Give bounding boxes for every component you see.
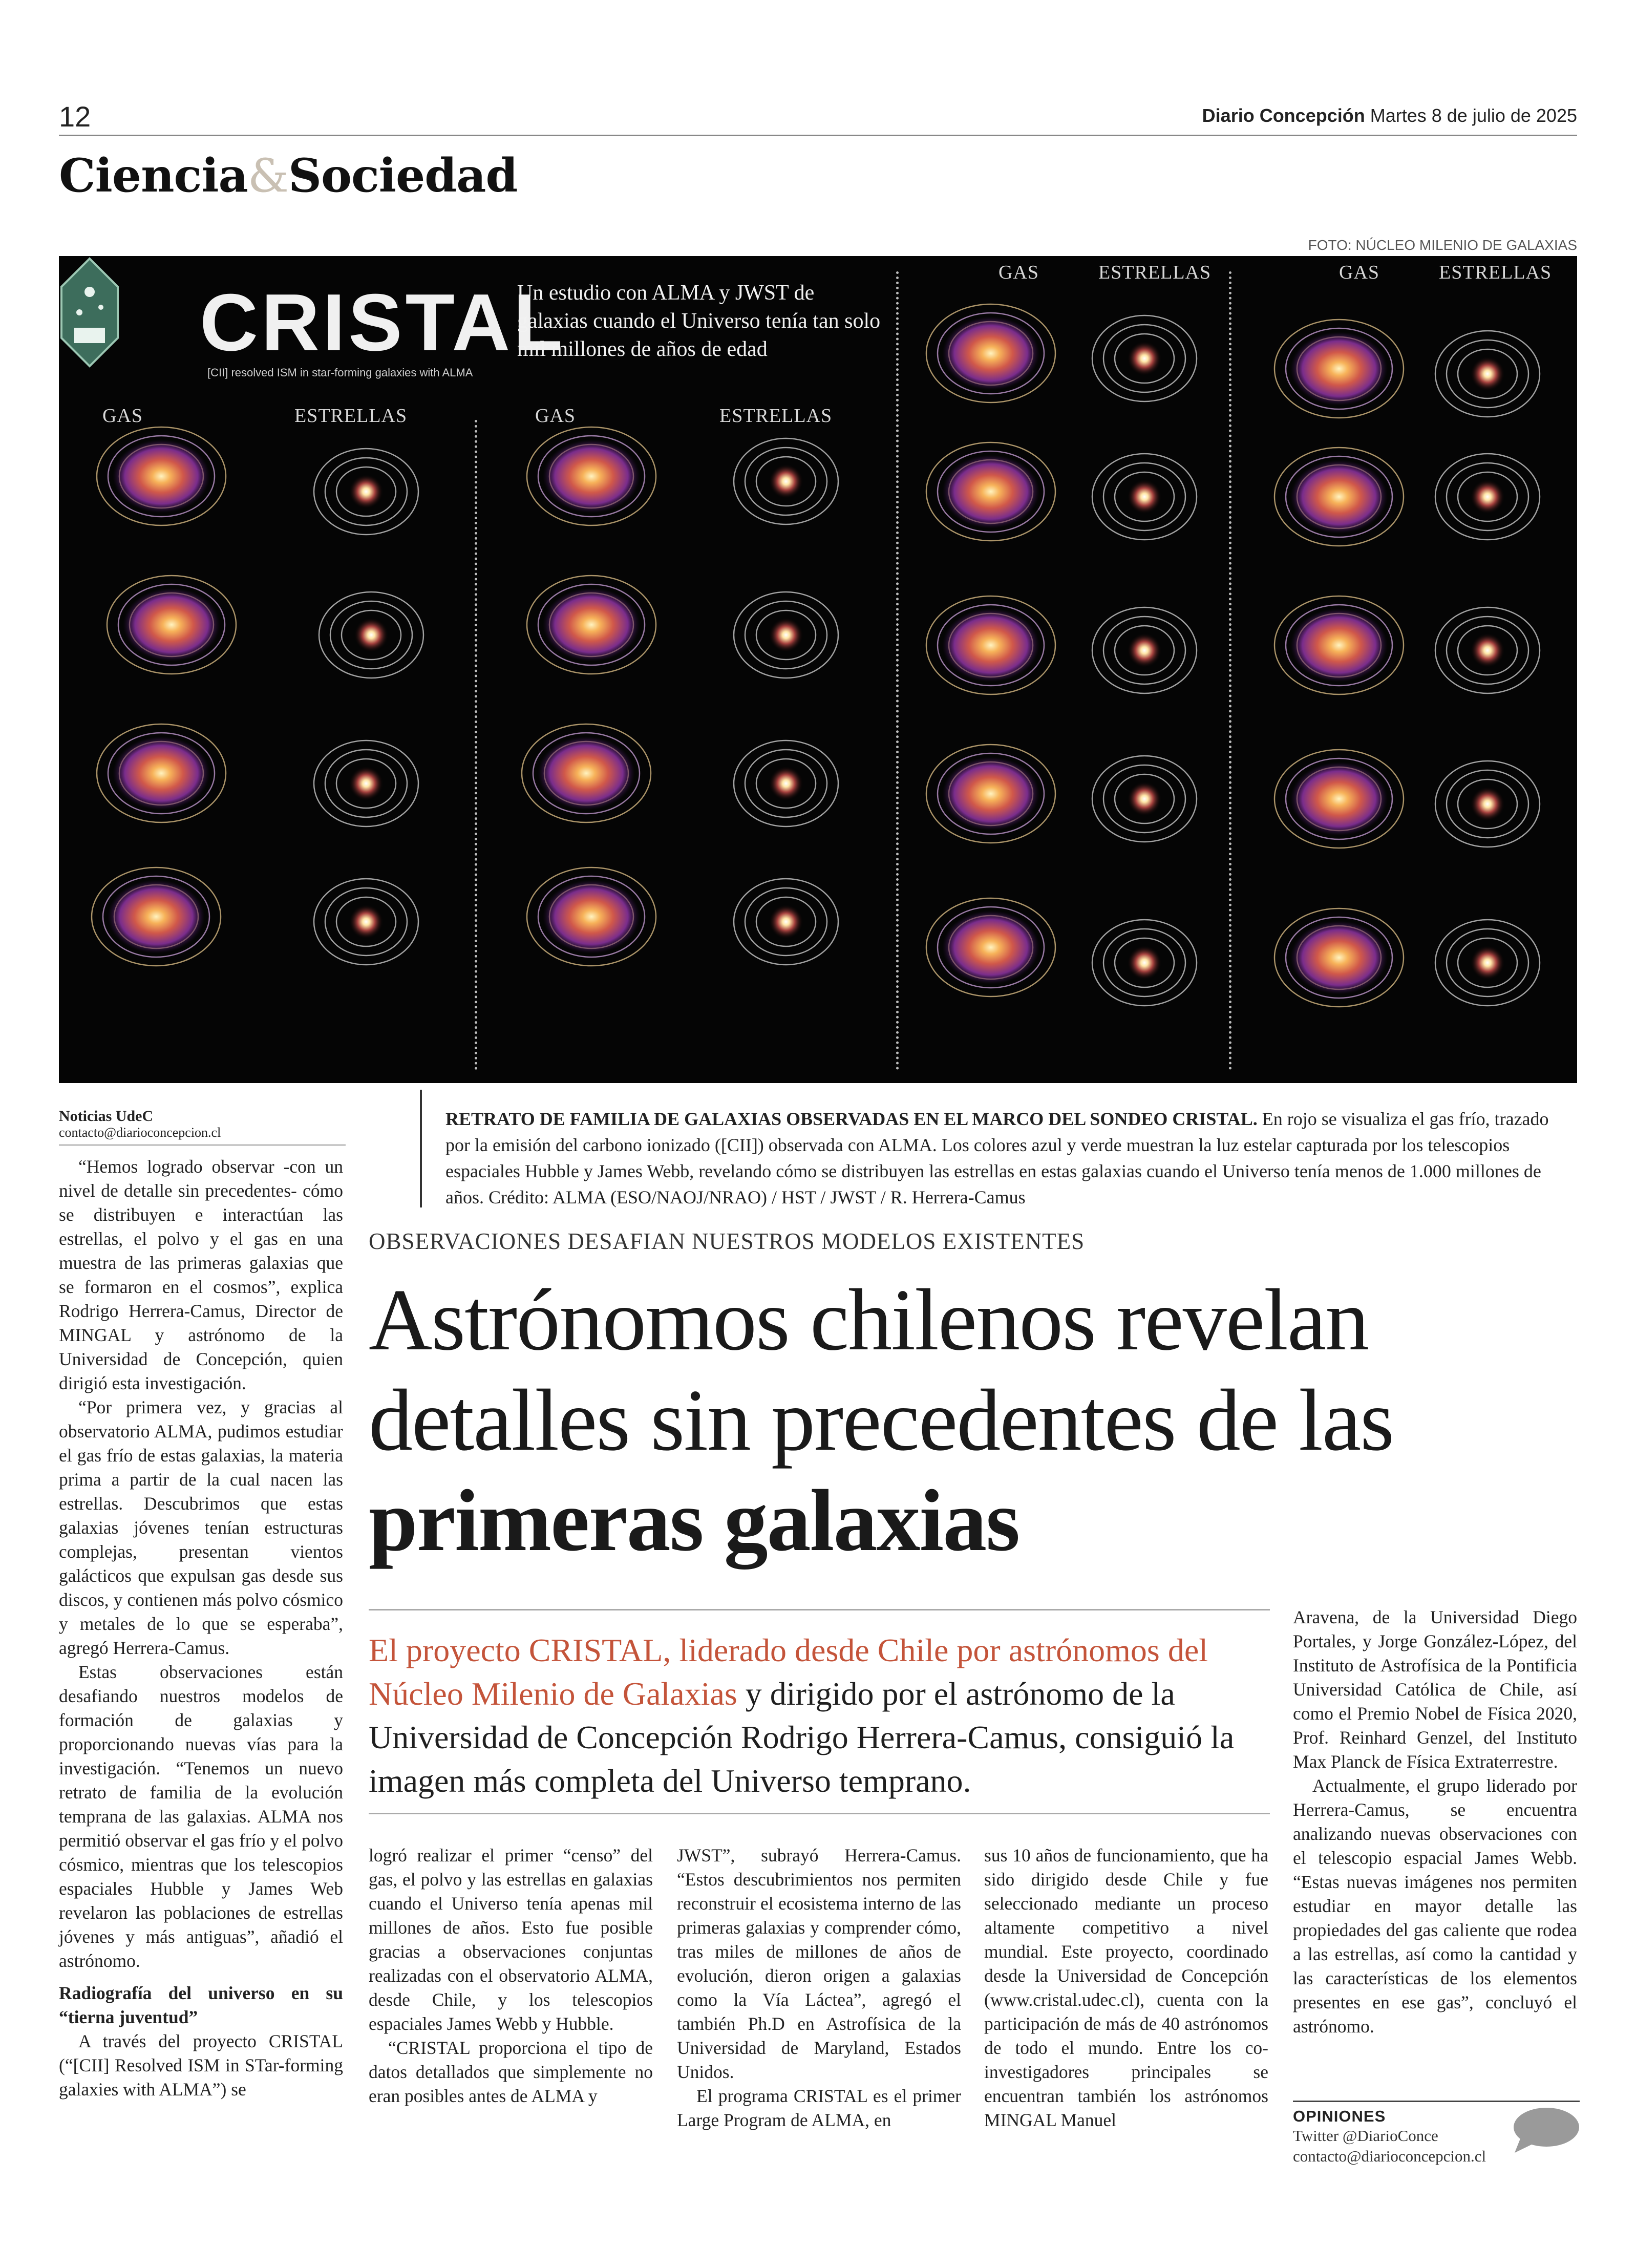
deck-rule-bottom (369, 1813, 1270, 1814)
gas-emission (942, 316, 1039, 390)
gas-emission (113, 439, 210, 513)
byline (59, 1108, 346, 1146)
paragraph: “Por primera vez, y gracias al observatorio ALMA, pudimos estudiar el gas frío de estas galaxias, la materia prima a partir de la cual nacen las estrellas. Descubrimos que estas galaxias jóvenes tenían estructuras complejas, presentan vientos galácticos que expulsan gas desde sus discos, y contienen más polvo cósmico y metales de lo que se esperaba”, agregó Herrera-Camus. (59, 1397, 343, 1658)
paragraph: “Hemos logrado observar -con un nivel de detalle sin precedentes- cómo se distribuyen e interactúan las estrellas, el polvo y el gas en una muestra de las primeras galaxias que se formaron en el cosmos”, explica Rodrigo Herrera-Camus, Director de MINGAL y astrónomo de la Universidad de Concepción, quien dirigió esta investigación. (59, 1156, 343, 1393)
gas-emission (942, 455, 1039, 528)
gas-emission (942, 608, 1039, 682)
cristal-logo-icon (59, 256, 120, 369)
star-emission (349, 474, 384, 509)
star-emission (1127, 479, 1162, 514)
article-column-left (59, 1155, 343, 2102)
gas-emission (942, 910, 1039, 984)
label-stars-4: ESTRELLAS (1439, 262, 1552, 283)
label-stars-3: ESTRELLAS (1098, 262, 1212, 283)
kicker: OBSERVACIONES DESAFIAN NUESTROS MODELOS EXISTENTES (369, 1228, 1085, 1254)
caption-text: En rojo se visualiza el gas frío, trazado por la emisión del carbono ionizado ([CII]) observada con ALMA. Los colores azul y verde muestran la luz estelar capturada por los telescopios espaciales Hubble y James Webb, revelando cómo se distribuyen las estrellas en estas galaxias cuando el Universo tenía menos de 1.000 millones de años. Crédito: ALMA (ESO/NAOJ/NRAO) / HST / JWST / R. Herrera-Camus (445, 1109, 1549, 1207)
opinions-email[interactable]: contacto@diarioconcepcion.cl (1293, 2147, 1486, 2165)
star-emission (769, 464, 803, 499)
photo-caption (445, 1106, 1552, 1211)
gas-emission (1290, 762, 1388, 836)
star-emission (1127, 945, 1162, 980)
photo-divider-2 (896, 271, 899, 1070)
star-emission (1470, 945, 1505, 980)
label-gas-3: GAS (998, 262, 1039, 283)
headline-line-1: Astrónomos chilenos revelan (369, 1271, 1369, 1369)
cristal-logo-subtitle: [CII] resolved ISM in star-forming galaxies with ALMA (207, 366, 473, 379)
headline-line-2: detalles sin precedentes de las (369, 1372, 1394, 1469)
photo-credit: FOTO: NÚCLEO MILENIO DE GALAXIAS (1308, 237, 1577, 253)
caption-lead: RETRATO DE FAMILIA DE GALAXIAS OBSERVADAS EN EL MARCO DEL SONDEO CRISTAL. (445, 1109, 1258, 1129)
gas-emission (942, 757, 1039, 831)
gas-emission (108, 880, 205, 953)
cristal-logo-text: CRISTAL (200, 278, 566, 368)
gas-emission (1290, 921, 1388, 994)
article-column-3 (677, 1843, 961, 2132)
gas-emission (538, 736, 635, 810)
gas-emission (1290, 332, 1388, 406)
galaxies-photo (59, 256, 1577, 1083)
headline (369, 1270, 1557, 1571)
subheading: Radiografía del universo en su “tierna juventud” (59, 1983, 343, 2027)
gas-emission (1290, 460, 1388, 534)
galaxy-cutouts (59, 256, 1577, 1083)
byline-author: Noticias UdeC (59, 1108, 154, 1125)
section-title-b: Sociedad (288, 149, 518, 203)
gas-emission (543, 880, 640, 953)
star-emission (769, 618, 803, 652)
star-emission (354, 618, 389, 652)
gas-emission (123, 588, 220, 662)
opinions-title: OPINIONES (1293, 2107, 1386, 2125)
issue-date: Martes 8 de julio de 2025 (1370, 105, 1577, 126)
label-stars-1: ESTRELLAS (294, 405, 408, 427)
photo-divider-1 (475, 420, 477, 1070)
section-title-a: Ciencia (59, 149, 248, 203)
speech-bubble-icon (1511, 2106, 1580, 2154)
star-emission (1470, 787, 1505, 821)
deck-rest: y dirigido por el astrónomo de la Universidad de Concepción Rodrigo Herrera-Camus, consiguió la imagen más completa del Universo temprano. (369, 1676, 1235, 1799)
star-emission (1127, 341, 1162, 376)
section-ampersand: & (247, 149, 288, 203)
deck-accent: El proyecto CRISTAL, liderado desde Chile por astrónomos del Núcleo Milenio de Galaxias (369, 1632, 1208, 1712)
star-emission (1470, 633, 1505, 668)
paragraph: Estas observaciones están desafiando nuestros modelos de formación de galaxias y proporcionando nuevas vías para la investigación. “Tenemos un nuevo retrato de familia de la evolución temprana de las galaxias. ALMA nos permitió observar el gas frío y el polvo cósmico, mientras que los telescopios espaciales Hubble y James Web revelaron las poblaciones de estrellas jóvenes y más antiguas”, añadió el astrónomo. (59, 1662, 343, 1971)
deck-rule-top (369, 1609, 1270, 1610)
paragraph: logró realizar el primer “censo” del gas, el polvo y las estrellas en galaxias cuando el Universo tenía apenas mil millones de años. Esto fue posible gracias a observaciones conjuntas realizadas con el observatorio ALMA, desde Chile, y los telescopios espaciales James Webb y Hubble. (369, 1845, 653, 2034)
header-rule (59, 135, 1577, 136)
gas-emission (543, 588, 640, 662)
article-column-right (1293, 1605, 1577, 2039)
section-title (59, 149, 517, 203)
article-column-2 (369, 1843, 653, 2108)
byline-email: contacto@diarioconcepcion.cl (59, 1125, 346, 1146)
newspaper-name: Diario Concepción (1202, 105, 1365, 126)
star-emission (1470, 356, 1505, 391)
caption-bar (420, 1090, 422, 1207)
paragraph: sus 10 años de funcionamiento, que ha sido dirigido desde Chile y fue seleccionado mediante un proceso altamente competitivo a nivel mundial. Este proyecto, coordinado desde la Universidad de Concepción (www.cristal.udec.cl), cuenta con la participación de más de 40 astrónomos de todo el mundo. Entre los co-investigadores principales se encuentran también los astrónomos MINGAL Manuel (984, 1845, 1268, 2130)
star-emission (349, 904, 384, 939)
page-number: 12 (59, 100, 91, 133)
photo-intro-text: Un estudio con ALMA y JWST de galaxias cuando el Universo tenía tan solo mil millones de años de edad (517, 281, 881, 361)
paragraph: Actualmente, el grupo liderado por Herrera-Camus, se encuentra analizando nuevas observaciones con el telescopio espacial James Webb. “Estas nuevas imágenes nos permiten estudiar en mayor detalle las propiedades del gas caliente que rodea a las estrellas, así como la cantidad y las características de los elementos presentes en ese gas”, concluyó el astrónomo. (1293, 1775, 1577, 2037)
paragraph: JWST”, subrayó Herrera-Camus. “Estos descubrimientos nos permiten reconstruir el ecosistema interno de las primeras galaxias y comprender cómo, tras miles de millones de años de evolución, dieron origen a galaxias como la Vía Láctea”, agregó el también Ph.D en Astrofísica de la Universidad de Maryland, Estados Unidos. (677, 1845, 961, 2082)
paragraph: “CRISTAL proporciona el tipo de datos detallados que simplemente no eran posibles antes de ALMA y (369, 2038, 653, 2106)
photo-divider-3 (1229, 271, 1231, 1070)
star-emission (349, 766, 384, 801)
star-emission (769, 904, 803, 939)
gas-emission (543, 439, 640, 513)
gas-emission (113, 736, 210, 810)
star-emission (1127, 781, 1162, 816)
opinions-twitter[interactable]: Twitter @DiarioConce (1293, 2127, 1438, 2145)
gas-emission (1290, 608, 1388, 682)
paragraph: El programa CRISTAL es el primer Large Program de ALMA, en (677, 2086, 961, 2130)
star-emission (769, 766, 803, 801)
article-column-4 (984, 1843, 1268, 2132)
masthead (1202, 105, 1577, 126)
deck (369, 1628, 1270, 1803)
star-emission (1127, 633, 1162, 668)
label-gas-1: GAS (102, 405, 143, 427)
label-gas-4: GAS (1339, 262, 1380, 283)
paragraph: A través del proyecto CRISTAL (“[CII] Resolved ISM in STar-forming galaxies with ALMA”) se (59, 2031, 343, 2100)
label-stars-2: ESTRELLAS (719, 405, 833, 427)
paragraph: Aravena, de la Universidad Diego Portales, y Jorge González-López, del Instituto de Astrofísica de la Pontificia Universidad Católica de Chile, así como el Premio Nobel de Física 2020, Prof. Reinhard Genzel, del Instituto Max Planck de Física Extraterrestre. (1293, 1607, 1577, 1772)
headline-line-3: primeras galaxias (369, 1472, 1019, 1570)
star-emission (1470, 479, 1505, 514)
label-gas-2: GAS (535, 405, 576, 427)
